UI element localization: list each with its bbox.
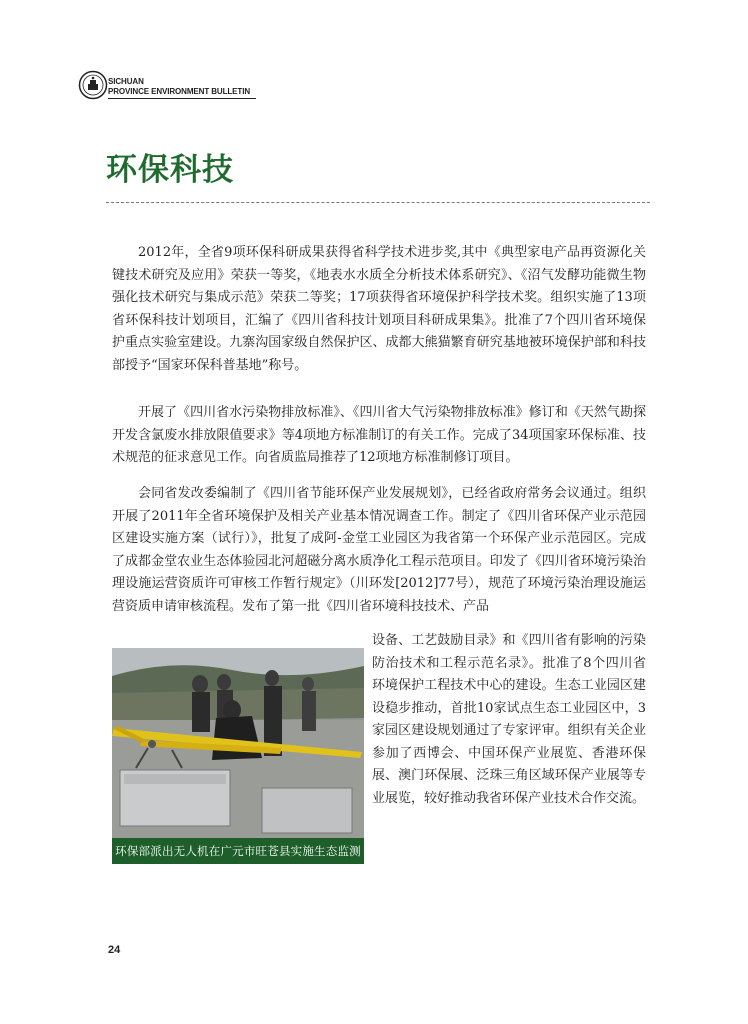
drone-scene-image bbox=[112, 648, 364, 864]
paragraph-industry: 会同省发改委编制了《四川省节能环保产业发展规划》，已经省政府常务会议通过。组织开展了2011年全省环境保护及相关产业基本情况调查工作。制定了《四川省环保产业示范园区建设实施方案（试行）》，批复了成阿-金堂工业园区为我省第一个环保产业示范园区。完成了成都金堂农业生态体验园北河超磁分离水质净化工程示范项目。印发了《四川省环境污染治理设施运营资质许可审核工作暂行规定》（川环发[2012]77号），规范了环境污染治理设施运营资质申请审核流程。发布了第一批《四川省环境科技技术、产品 bbox=[112, 486, 646, 614]
emblem-icon bbox=[78, 70, 108, 100]
section-title: 环保科技 bbox=[106, 152, 234, 188]
bulletin-header bbox=[78, 68, 256, 104]
bulletin-name bbox=[108, 77, 256, 99]
paragraph-industry-continued: 设备、工艺鼓励目录》和《四川省有影响的污染防治技术和工程示范名录》。批准了8个四川省环境保护工程技术中心的建设。生态工业园区建设稳步推动，首批10家试点生态工业园区中，3家园区建设规划通过了专家评审。组织有关企业参加了西博会、中国环保产业展览、香港环保展、澳门环保展、泛珠三角区域环保产业展等专业展览，较好推动我省环保产业技术合作交流。 bbox=[372, 633, 646, 806]
drone-photo bbox=[112, 648, 364, 864]
paragraph-standards: 开展了《四川省水污染物排放标准》、《四川省大气污染物排放标准》修订和《天然气勘探开发含氯废水排放限值要求》等4项地方标准制订的有关工作。完成了34项国家环保标准、技术规范的征求意见工作。向省质监局推荐了12项地方标准制修订项目。 bbox=[112, 405, 646, 465]
section-divider bbox=[106, 202, 650, 203]
paragraph-research-awards: 2012年，全省9项环保科研成果获得省科学技术进步奖,其中《典型家电产品再资源化关键技术研究及应用》荣获一等奖，《地表水水质全分析技术体系研究》、《沼气发酵功能微生物强化技术研究与集成示范》荣获二等奖；17项获得省环境保护科学技术奖。组织实施了13项省环保科技计划项目，汇编了《四川省科技计划项目科研成果集》。批准了7个四川省环境保护重点实验室建设。九寨沟国家级自然保护区、成都大熊猫繁育研究基地被环境保护部和科技部授予“国家环保科普基地”称号。 bbox=[112, 245, 646, 373]
photo-caption: 环保部派出无人机在广元市旺苍县实施生态监测 bbox=[112, 838, 364, 864]
bulletin-name-line2: PROVINCE ENVIRONMENT BULLETIN bbox=[108, 87, 256, 99]
page-number: 24 bbox=[108, 944, 121, 956]
bulletin-name-line1: SICHUAN bbox=[108, 77, 144, 86]
